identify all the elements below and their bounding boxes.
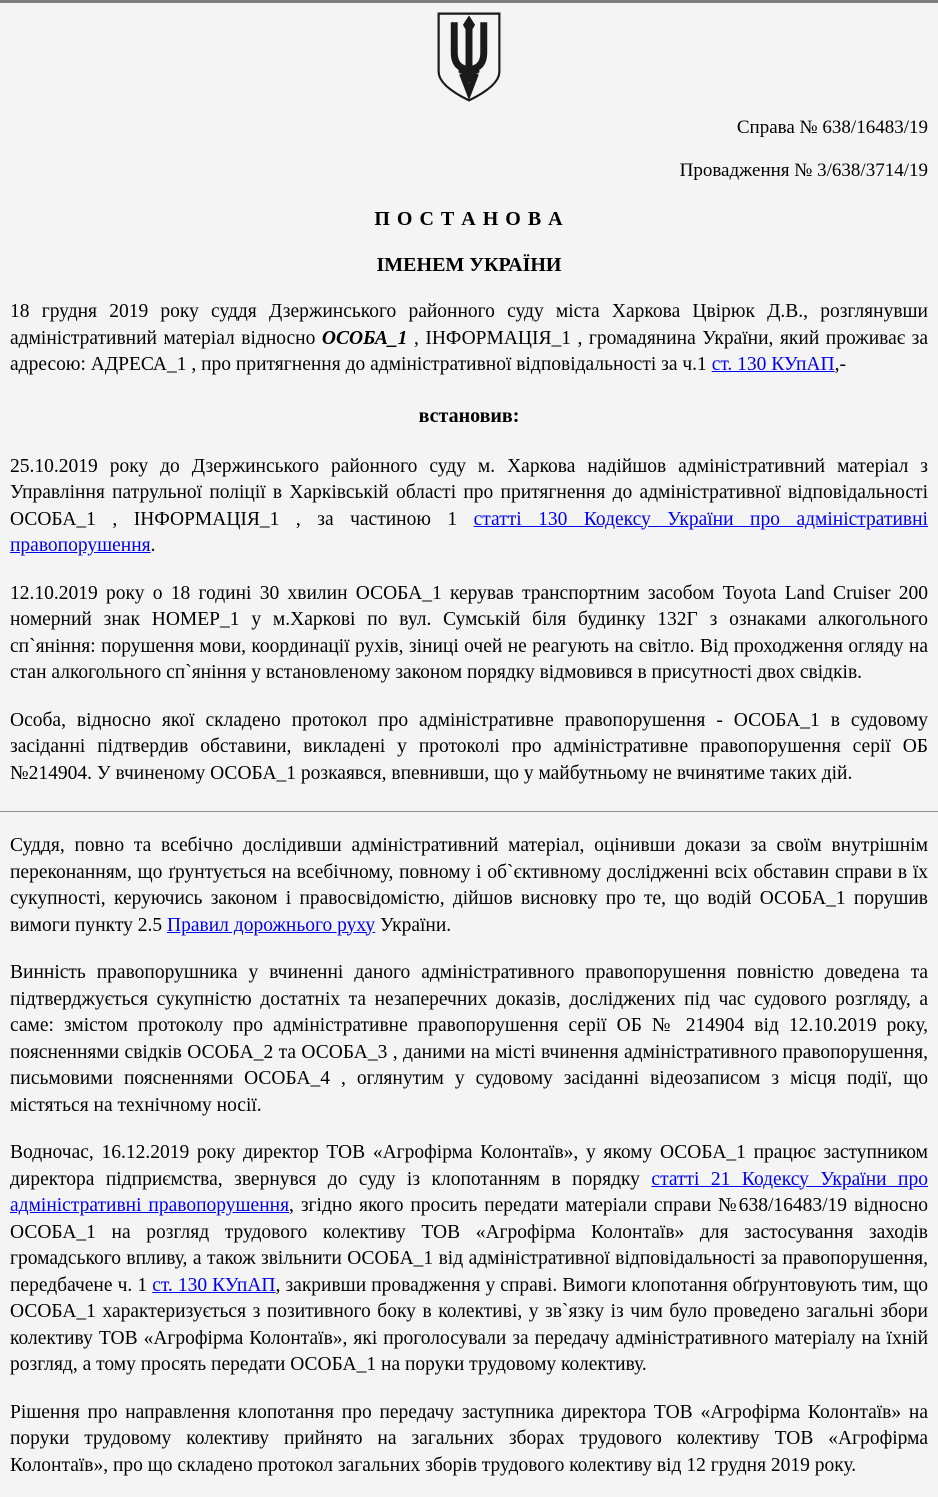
statute-link[interactable]: статті 21 Кодексу України про адміністративні правопорушення	[10, 1168, 928, 1216]
text-segment: 25.10.2019 року до Дзержинського районного суду м. Харкова надійшов адміністративний матеріал з Управління патрульної поліції в Харківській області про притягнення до адміністративної відповідальності ОСОБА_1 , ІНФОРМАЦІЯ_1 , за частиною 1	[10, 455, 928, 530]
text-segment: , згідно якого просить передати матеріали справи №638/16483/19 відносно ОСОБА_1 на розгляд трудового колективу ТОВ «Агрофірма Колонтаїв» для застосування заходів громадського впливу, а також звільнити ОСОБА_1 від адміністративної відповідальності за правопорушення, передбачене ч. 1	[10, 1195, 929, 1296]
text-segment: Винність правопорушника у вчиненні даного адміністративного правопорушення повністю доведена та підтверджується сукупністю достатніх та незаперечних доказів, досліджених під час судового розгляду, а саме: змістом протоколу про адміністративне правопорушення серії ОБ № 214904 від 12.10.2019 року, поясненнями свідків ОСОБА_2 та ОСОБА_3 , даними на місті вчинення адміністративного правопорушення, письмовими поясненнями ОСОБА_4 , оглянутим у судовому засіданні відеозаписом з місця події, що містяться на технічному носії.	[10, 962, 928, 1116]
text-segment: Водночас, 16.12.2019 року директор ТОВ «Агрофірма Колонтаїв», у якому ОСОБА_1 працює заступником директора підприємства, звернувся до суду із клопотанням в порядку	[10, 1142, 928, 1190]
section-divider	[0, 811, 938, 812]
text-segment: , ІНФОРМАЦІЯ_1 , громадянина України, який проживає за адресою: АДРЕСА_1 , про притягнення до адміністративної відповідальності за ч.1	[10, 327, 928, 375]
text-segment: 12.10.2019 року о 18 годині 30 хвилин ОСОБА_1 керував транспортним засобом Toyota Land Cruiser 200 номерний знак НОМЕР_1 у м.Харкові по вул. Сумській біля будинку 132Г з ознаками алкогольного сп`яніння: порушення мови, координації рухів, зіниці очей не реагують на світло. Від проходження огляду на стан алкогольного сп`яніння у встановленому законом порядку відмовився в присутності двох свідків.	[10, 582, 928, 683]
section-heading-established: встановив:	[418, 404, 520, 427]
text-segment: 18 грудня 2019 року суддя Дзержинського районного суду міста Харкова Цвірюк Д.В., розглянувши адміністративний матеріал відносно	[10, 301, 928, 349]
text-segment: Особа, відносно якої складено протокол про адміністративне правопорушення - ОСОБА_1 в судовому засіданні підтвердив обставини, викладені у протоколі про адміністративне правопорушення серії ОБ №214904. У вчиненому ОСОБА_1 розкаявся, впевнивши, що у майбутньому не вчинятиме таких дій.	[10, 709, 928, 784]
case-numbers-block	[10, 116, 928, 183]
paragraph-petition-decision	[10, 1400, 928, 1480]
text-segment: , закривши провадження у справі. Вимоги клопотання обґрунтовують тим, що ОСОБА_1 характеризується з позитивного боку в колективі, у зв`язку із чим було проведено загальні збори колективу ТОВ «Агрофірма Колонтаїв», які проголосували за передачу адміністративного матеріалу на їхній розгляд, а тому просять передати ОСОБА_1 на поруки трудовому колективу.	[10, 1274, 928, 1375]
document-subtitle: ІМЕНЕМ УКРАЇНИ	[376, 254, 562, 276]
text-segment: Суддя, повно та всебічно дослідивши адміністративний матеріал, оцінивши докази за своїм внутрішнім переконанням, що ґрунтується на всебічному, повному і об`єктивному дослідженні всіх обставин справи в їх сукупності, керуючись законом і правосвідомістю, дійшов висновку про те, що водій ОСОБА_1 порушив вимоги пункту 2.5	[10, 835, 928, 936]
paragraph-judge-conclusion	[10, 833, 928, 939]
text-segment: .	[150, 535, 156, 556]
proceeding-number: Провадження № 3/638/3714/19	[679, 160, 928, 181]
text-segment: Рішення про направлення клопотання про передачу заступника директора ТОВ «Агрофірма Колонтаїв» на поруки трудовому колективу прийнято на загальних зборах трудового колективу ТОВ «Агрофірма Колонтаїв», про що складено протокол загальних зборів трудового колективу від 12 грудня 2019 року.	[10, 1401, 928, 1476]
text-segment: України.	[375, 914, 452, 936]
paragraph-material-received	[10, 454, 928, 560]
statute-link[interactable]: ст. 130 КУпАП	[711, 354, 835, 375]
statute-link[interactable]: статті 130 Кодексу України про адміністративні правопорушення	[10, 508, 928, 556]
statute-link[interactable]: ст. 130 КУпАП	[152, 1274, 276, 1296]
top-border	[0, 0, 938, 3]
text-segment: ОСОБА_1	[321, 327, 408, 349]
paragraph-petition	[10, 1140, 928, 1379]
document-title: П О С Т А Н О В А	[374, 208, 564, 230]
paragraph-court-statement	[10, 708, 928, 788]
statute-link[interactable]: Правил дорожнього руху	[167, 914, 376, 936]
ukraine-trident-icon	[436, 11, 502, 103]
court-decision-document	[0, 11, 938, 1497]
paragraph-offense-details	[10, 581, 928, 687]
paragraph-guilt-evidence	[10, 960, 928, 1119]
paragraph-case-intro	[10, 299, 928, 379]
case-number: Справа № 638/16483/19	[736, 117, 928, 138]
text-segment: ,-	[834, 354, 846, 375]
